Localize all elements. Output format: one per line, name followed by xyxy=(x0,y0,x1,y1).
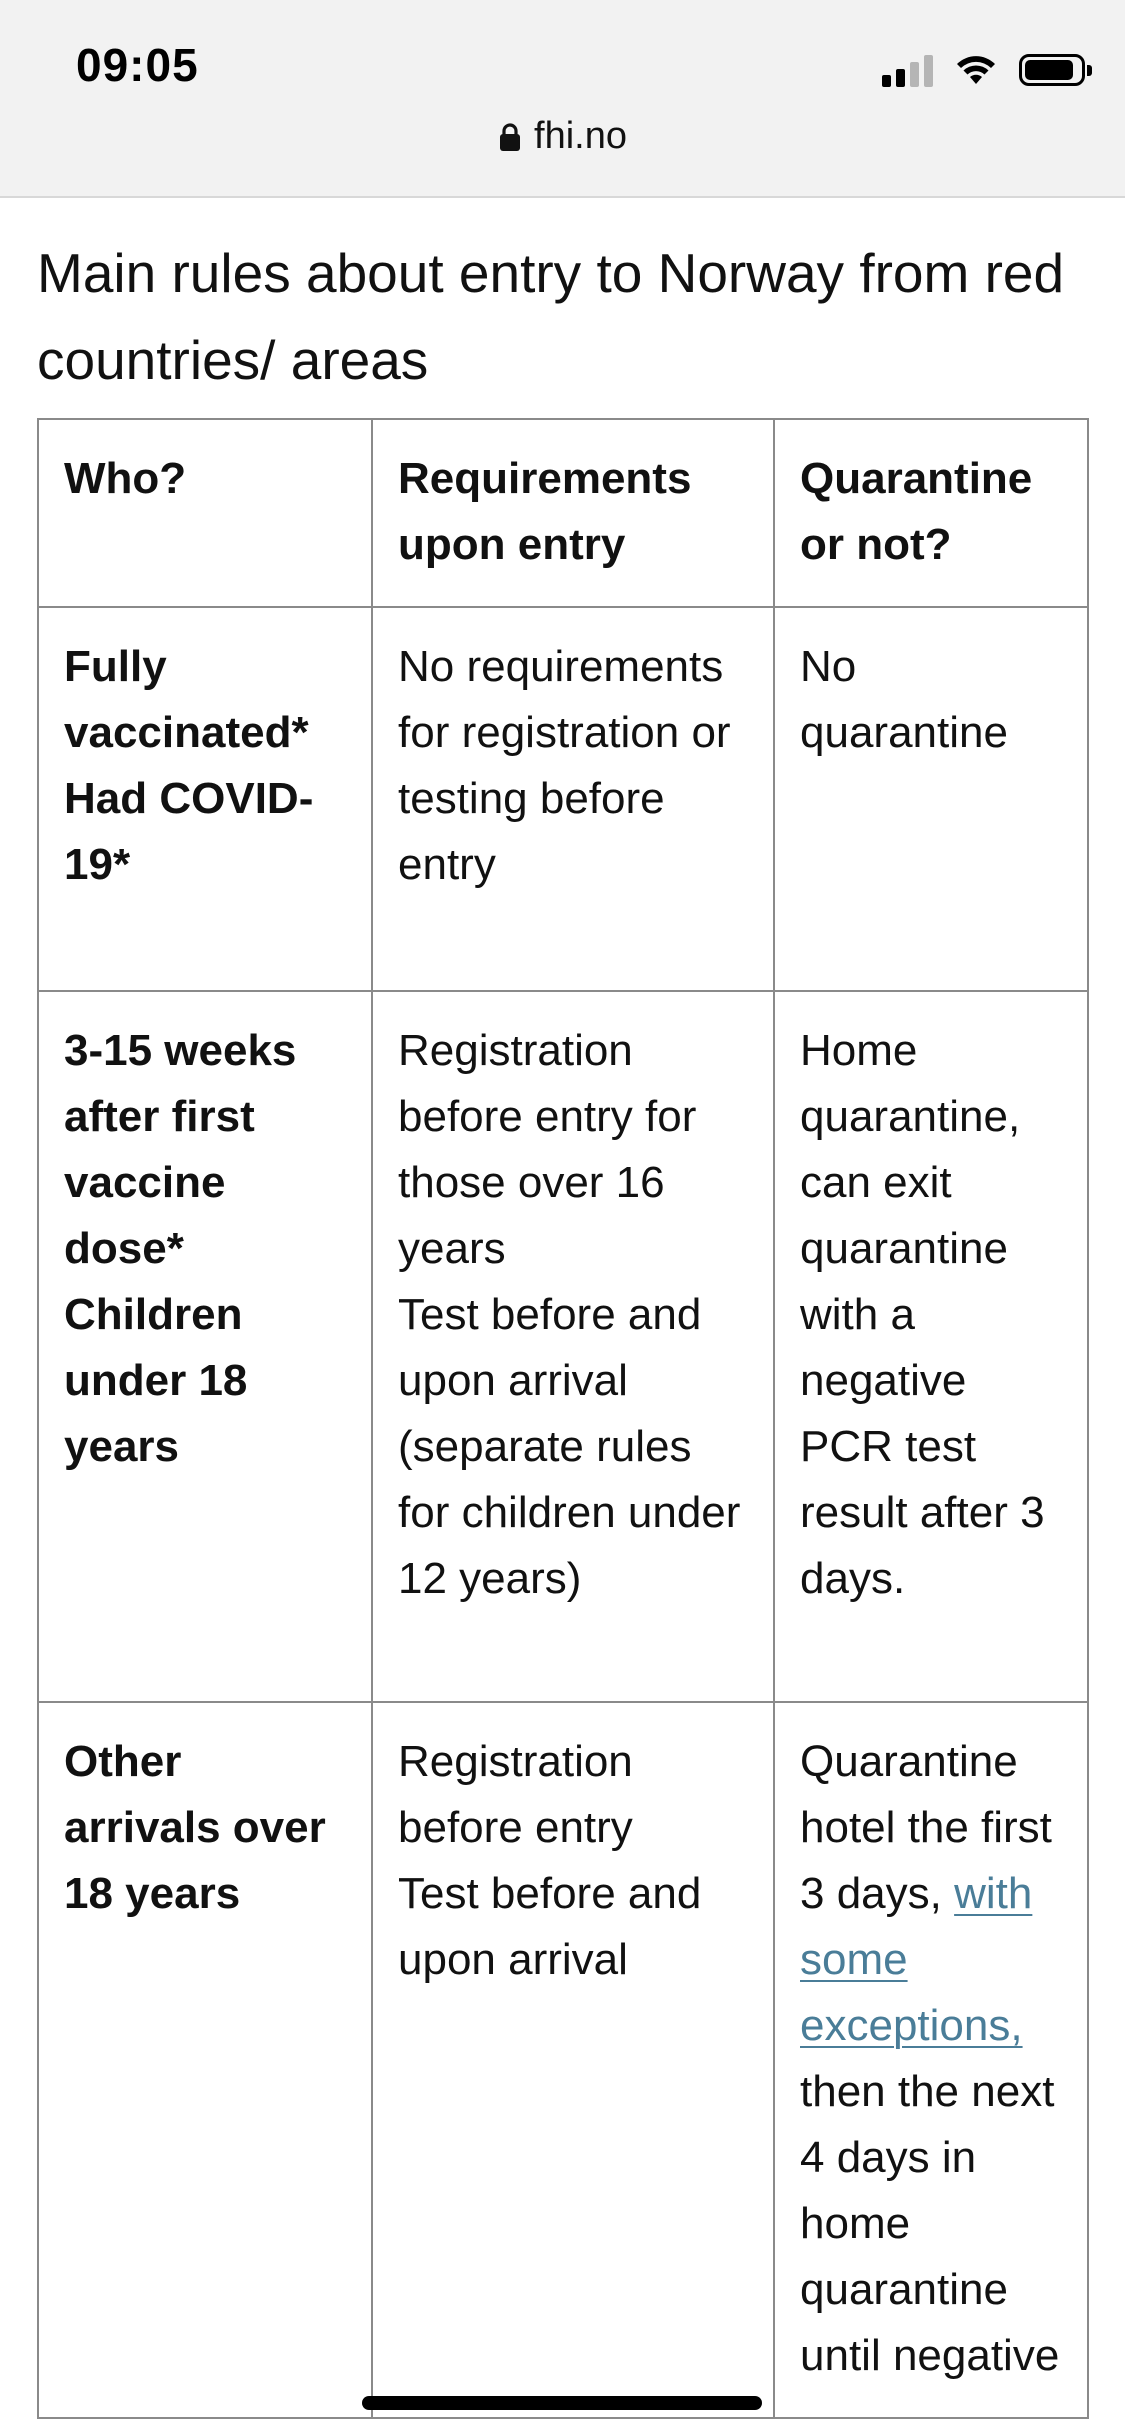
battery-icon xyxy=(1019,54,1085,86)
status-icons xyxy=(882,50,1085,90)
cell-who xyxy=(38,607,372,991)
quarantine-text: Home quarantine, can exit quarantine with a negative PCR test result after 3 days. xyxy=(800,1026,1045,1603)
cell-who xyxy=(38,991,372,1702)
lock-icon xyxy=(498,122,522,152)
requirement-line: No requirements for registration or testing before entry xyxy=(398,642,731,889)
who-line: 3-15 weeks after first vaccine dose* xyxy=(64,1026,297,1273)
requirement-line: Test before and upon arrival xyxy=(398,1869,702,1984)
requirement-line: Registration before entry xyxy=(398,1737,633,1852)
address-bar[interactable] xyxy=(0,115,1125,158)
cell-requirements xyxy=(372,1702,774,2418)
table-row xyxy=(38,1702,1088,2418)
quarantine-text: Quarantine hotel the first 3 days, xyxy=(800,1737,1052,1918)
requirement-line: Registration before entry for those over 16 years xyxy=(398,1026,697,1273)
status-bar xyxy=(0,0,1125,198)
who-line: Had COVID-19* xyxy=(64,774,314,889)
cell-who xyxy=(38,1702,372,2418)
table-header-row xyxy=(38,419,1088,607)
exceptions-link[interactable]: with some exceptions, xyxy=(800,1869,1033,2050)
requirement-line: Test before and upon arrival (separate rules for children under 12 years) xyxy=(398,1290,741,1603)
table-row xyxy=(38,607,1088,991)
who-line: Fully vaccinated* xyxy=(64,642,309,757)
url-text: fhi.no xyxy=(534,115,627,157)
quarantine-text-continued: then the next 4 days in home quarantine until negative xyxy=(800,2067,1060,2380)
cellular-signal-icon xyxy=(882,53,933,87)
table-row xyxy=(38,991,1088,1702)
page-content xyxy=(37,196,1087,2380)
wifi-icon xyxy=(955,53,997,87)
status-time: 09:05 xyxy=(76,39,199,91)
header-who: Who? xyxy=(38,419,372,607)
who-line: Children under 18 years xyxy=(64,1290,248,1471)
who-line: Other arrivals over 18 years xyxy=(64,1737,326,1918)
header-requirements: Requirements upon entry xyxy=(372,419,774,607)
cell-quarantine xyxy=(774,1702,1088,2418)
cell-requirements xyxy=(372,991,774,1702)
cell-quarantine xyxy=(774,607,1088,991)
cell-requirements xyxy=(372,607,774,991)
header-quarantine: Quarantine or not? xyxy=(774,419,1088,607)
entry-rules-table xyxy=(37,418,1089,2419)
home-indicator[interactable] xyxy=(362,2396,762,2410)
quarantine-text: No quarantine xyxy=(800,642,1008,757)
cell-quarantine xyxy=(774,991,1088,1702)
page-title: Main rules about entry to Norway from red countries/ areas xyxy=(37,242,1065,391)
